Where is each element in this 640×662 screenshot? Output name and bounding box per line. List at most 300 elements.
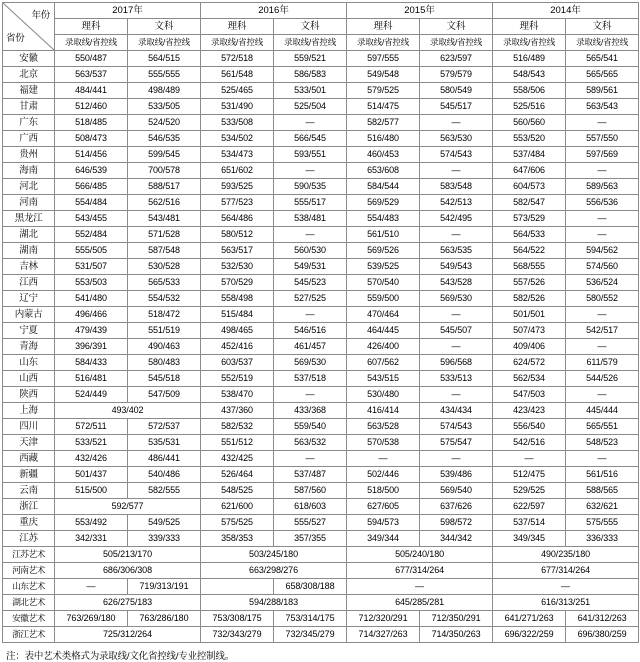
table-row: [3, 435, 639, 451]
cell-score: 501/501: [493, 307, 566, 323]
cell-score: 562/534: [493, 371, 566, 387]
cell-score: 558/506: [493, 83, 566, 99]
cell-score: 538/481: [274, 211, 347, 227]
year-header-2016: 2016年: [201, 3, 347, 19]
cell-score: 502/446: [347, 467, 420, 483]
cell-score: 570/538: [347, 435, 420, 451]
header-row-metric: [3, 35, 639, 51]
cell-score: 593/525: [201, 179, 274, 195]
cell-score: 531/507: [55, 259, 128, 275]
cell-score: 512/475: [493, 467, 566, 483]
corner-header-cell: [3, 3, 55, 51]
cell-score: 426/400: [347, 339, 420, 355]
row-province-label: 甘肃: [3, 99, 55, 115]
cell-score: 525/465: [201, 83, 274, 99]
cell-score: 525/516: [493, 99, 566, 115]
table-row: [3, 147, 639, 163]
cell-score: 763/269/180: [55, 611, 128, 627]
cell-score: 545/518: [128, 371, 201, 387]
cell-score: 725/312/264: [55, 627, 201, 643]
cell-score: 641/312/263: [566, 611, 639, 627]
row-province-label: 江苏: [3, 531, 55, 547]
metric-header-5: 录取线/省控线: [347, 35, 420, 51]
cell-score: 587/548: [128, 243, 201, 259]
table-row: [3, 227, 639, 243]
cell-score: 432/425: [201, 451, 274, 467]
cell-no-data: —: [420, 227, 493, 243]
metric-header-7: 录取线/省控线: [493, 35, 566, 51]
cell-no-data: —: [274, 387, 347, 403]
cell-score: 566/485: [55, 179, 128, 195]
cell-score: 540/486: [128, 467, 201, 483]
cell-score: 732/345/279: [274, 627, 347, 643]
cell-score: 542/517: [566, 323, 639, 339]
cell-score: 542/495: [420, 211, 493, 227]
cell-score: 549/543: [420, 259, 493, 275]
cell-score: 357/355: [274, 531, 347, 547]
metric-header-6: 录取线/省控线: [420, 35, 493, 51]
table-row: [3, 547, 639, 563]
table-row: [3, 419, 639, 435]
row-province-label: 陕西: [3, 387, 55, 403]
cell-no-data: —: [274, 163, 347, 179]
cell-score: 596/568: [420, 355, 493, 371]
cell-score: 396/391: [55, 339, 128, 355]
cell-score: 557/550: [566, 131, 639, 147]
row-province-label: 江苏艺术: [3, 547, 55, 563]
cell-no-data: —: [274, 115, 347, 131]
subject-header-2016-science: 理科: [201, 19, 274, 35]
cell-no-data: —: [566, 115, 639, 131]
cell-score: 344/342: [420, 531, 493, 547]
cell-no-data: —: [566, 307, 639, 323]
cell-score: 547/503: [493, 387, 566, 403]
cell-score: 584/433: [55, 355, 128, 371]
cell-score: 563/535: [420, 243, 493, 259]
table-row: [3, 563, 639, 579]
cell-no-data: —: [420, 115, 493, 131]
table-row: [3, 115, 639, 131]
cell-score: 569/530: [420, 291, 493, 307]
cell-score: 594/562: [566, 243, 639, 259]
cell-score: 645/285/281: [347, 595, 493, 611]
cell-score: 575/555: [566, 515, 639, 531]
cell-score: 647/606: [493, 163, 566, 179]
subject-header-2016-arts: 文科: [274, 19, 347, 35]
subject-header-2014-science: 理科: [493, 19, 566, 35]
cell-score: 653/608: [347, 163, 420, 179]
cell-score: 637/626: [420, 499, 493, 515]
cell-score: 530/528: [128, 259, 201, 275]
cell-score: 712/320/291: [347, 611, 420, 627]
cell-score: 563/517: [201, 243, 274, 259]
cell-score: 623/597: [420, 51, 493, 67]
cell-score: 663/298/276: [201, 563, 347, 579]
cell-score: 589/561: [566, 83, 639, 99]
cell-score: 563/530: [420, 131, 493, 147]
row-province-label: 天津: [3, 435, 55, 451]
cell-score: 551/519: [128, 323, 201, 339]
cell-no-data: —: [493, 579, 639, 595]
cell-score: 618/603: [274, 499, 347, 515]
table-row: [3, 515, 639, 531]
cell-score: 514/456: [55, 147, 128, 163]
cell-score: 543/515: [347, 371, 420, 387]
row-province-label: 福建: [3, 83, 55, 99]
cell-score: 569/526: [347, 243, 420, 259]
cell-score: 501/437: [55, 467, 128, 483]
cell-score: 432/426: [55, 451, 128, 467]
cell-score: 551/512: [201, 435, 274, 451]
row-province-label: 贵州: [3, 147, 55, 163]
cell-score: 597/569: [566, 147, 639, 163]
cell-score: 526/464: [201, 467, 274, 483]
cell-score: 582/547: [493, 195, 566, 211]
cell-score: 732/343/279: [201, 627, 274, 643]
cell-score: 621/600: [201, 499, 274, 515]
cell-score: 561/548: [201, 67, 274, 83]
row-province-label: 广东: [3, 115, 55, 131]
cell-no-data: —: [274, 227, 347, 243]
cell-score: 555/527: [274, 515, 347, 531]
cell-score: 545/523: [274, 275, 347, 291]
cell-score: 339/333: [128, 531, 201, 547]
cell-score: 437/360: [201, 403, 274, 419]
subject-header-2015-arts: 文科: [420, 19, 493, 35]
cell-score: 518/500: [347, 483, 420, 499]
cell-score: 611/579: [566, 355, 639, 371]
cell-score: 590/535: [274, 179, 347, 195]
table-row: [3, 67, 639, 83]
header-row-year: [3, 3, 639, 19]
cell-score: 753/314/175: [274, 611, 347, 627]
cell-score: 588/565: [566, 483, 639, 499]
cell-score: 498/489: [128, 83, 201, 99]
cell-score: 555/505: [55, 243, 128, 259]
cell-score: 490/463: [128, 339, 201, 355]
table-row: [3, 307, 639, 323]
cell-score: 559/521: [274, 51, 347, 67]
cell-score: 533/501: [274, 83, 347, 99]
cell-score: 543/455: [55, 211, 128, 227]
cell-score: 564/486: [201, 211, 274, 227]
cell-score: 416/414: [347, 403, 420, 419]
cell-score: 712/350/291: [420, 611, 493, 627]
cell-score: 593/551: [274, 147, 347, 163]
cell-score: 515/500: [55, 483, 128, 499]
cell-score: 582/555: [128, 483, 201, 499]
cell-no-data: —: [420, 451, 493, 467]
cell-score: 580/512: [201, 227, 274, 243]
cell-no-data: —: [274, 307, 347, 323]
cell-no-data: —: [493, 451, 566, 467]
cell-score: 508/473: [55, 131, 128, 147]
table-row: [3, 99, 639, 115]
cell-score: 550/487: [55, 51, 128, 67]
cell-score: 570/529: [201, 275, 274, 291]
cell-score: 604/573: [493, 179, 566, 195]
cell-score: 561/510: [347, 227, 420, 243]
row-province-label: 西藏: [3, 451, 55, 467]
cell-score: 564/533: [493, 227, 566, 243]
cell-no-data: —: [566, 387, 639, 403]
cell-score: 574/560: [566, 259, 639, 275]
cell-score: 546/535: [128, 131, 201, 147]
cell-score: 535/531: [128, 435, 201, 451]
row-province-label: 海南: [3, 163, 55, 179]
cell-score: 572/518: [201, 51, 274, 67]
row-province-label: 湖北艺术: [3, 595, 55, 611]
cell-score: 580/483: [128, 355, 201, 371]
cell-score: 423/423: [493, 403, 566, 419]
table-row: [3, 163, 639, 179]
cell-score: 524/520: [128, 115, 201, 131]
table-row: [3, 195, 639, 211]
table-row: [3, 403, 639, 419]
cell-score: 700/578: [128, 163, 201, 179]
cell-no-data: —: [420, 387, 493, 403]
row-province-label: 河北: [3, 179, 55, 195]
cell-score: 498/465: [201, 323, 274, 339]
cell-score: 586/583: [274, 67, 347, 83]
cell-score: 580/552: [566, 291, 639, 307]
cell-score: 518/472: [128, 307, 201, 323]
cell-score: 632/621: [566, 499, 639, 515]
cell-score: 549/548: [347, 67, 420, 83]
cell-score: 714/350/263: [420, 627, 493, 643]
table-row: [3, 627, 639, 643]
cell-score: 549/531: [274, 259, 347, 275]
cell-score: 714/327/263: [347, 627, 420, 643]
cell-score: 582/526: [493, 291, 566, 307]
table-row: [3, 339, 639, 355]
corner-year-label: 年份: [31, 10, 50, 21]
cell-score: 552/519: [201, 371, 274, 387]
cell-score: 719/313/191: [128, 579, 201, 595]
cell-score: 479/439: [55, 323, 128, 339]
cell-score: 582/532: [201, 419, 274, 435]
table-row: [3, 579, 639, 595]
table-row: [3, 387, 639, 403]
cell-score: 547/509: [128, 387, 201, 403]
cell-score: 624/572: [493, 355, 566, 371]
cell-score: 677/314/264: [493, 563, 639, 579]
cell-score: 534/473: [201, 147, 274, 163]
subject-header-2017-science: 理科: [55, 19, 128, 35]
cell-score: 515/484: [201, 307, 274, 323]
cell-score: 530/480: [347, 387, 420, 403]
cell-score: 537/514: [493, 515, 566, 531]
metric-header-2: 录取线/省控线: [128, 35, 201, 51]
cell-score: 524/449: [55, 387, 128, 403]
cell-score: 564/515: [128, 51, 201, 67]
cell-score: 565/541: [566, 51, 639, 67]
cell-score: 445/444: [566, 403, 639, 419]
cell-score: 573/529: [493, 211, 566, 227]
row-province-label: 青海: [3, 339, 55, 355]
table-row: [3, 275, 639, 291]
cell-score: 603/537: [201, 355, 274, 371]
table-body: [3, 51, 639, 643]
table-header: [3, 3, 639, 51]
row-province-label: 河南: [3, 195, 55, 211]
cell-score: 607/562: [347, 355, 420, 371]
cell-score: 553/492: [55, 515, 128, 531]
cell-score: 646/539: [55, 163, 128, 179]
row-province-label: 安徽: [3, 51, 55, 67]
table-row: [3, 611, 639, 627]
cell-score: 570/540: [347, 275, 420, 291]
header-row-subject: [3, 19, 639, 35]
cell-score: 566/545: [274, 131, 347, 147]
cell-score: 651/602: [201, 163, 274, 179]
table-row: [3, 131, 639, 147]
cell-score: 409/406: [493, 339, 566, 355]
cell-score: 505/240/180: [347, 547, 493, 563]
cell-score: 579/525: [347, 83, 420, 99]
cell-score: 555/555: [128, 67, 201, 83]
cell-score: 349/344: [347, 531, 420, 547]
cell-score: 554/484: [55, 195, 128, 211]
cell-no-data: —: [566, 163, 639, 179]
cell-score: 641/271/263: [493, 611, 566, 627]
cell-score: 503/245/180: [201, 547, 347, 563]
cell-score: 533/508: [201, 115, 274, 131]
cell-score: 569/529: [347, 195, 420, 211]
table-row: [3, 483, 639, 499]
cell-score: 572/511: [55, 419, 128, 435]
cell-score: 584/544: [347, 179, 420, 195]
cell-score: 587/560: [274, 483, 347, 499]
cell-score: 537/518: [274, 371, 347, 387]
cell-score: 433/368: [274, 403, 347, 419]
cell-score: 493/402: [55, 403, 201, 419]
metric-header-4: 录取线/省控线: [274, 35, 347, 51]
cell-score: 594/288/183: [201, 595, 347, 611]
cell-score: 597/555: [347, 51, 420, 67]
table-row: [3, 291, 639, 307]
table-row: [3, 179, 639, 195]
row-province-label: 吉林: [3, 259, 55, 275]
cell-no-data: —: [420, 339, 493, 355]
cell-no-data: —: [274, 451, 347, 467]
cell-score: 342/331: [55, 531, 128, 547]
row-province-label: 河南艺术: [3, 563, 55, 579]
row-province-label: 四川: [3, 419, 55, 435]
cell-score: 658/308/188: [274, 579, 347, 595]
table-row: [3, 323, 639, 339]
table-row: [3, 243, 639, 259]
cell-score: 546/516: [274, 323, 347, 339]
cell-score: 512/460: [55, 99, 128, 115]
cell-score: 626/275/183: [55, 595, 201, 611]
cell-score: 753/308/175: [201, 611, 274, 627]
cell-score: 516/480: [347, 131, 420, 147]
cell-score: 548/523: [566, 435, 639, 451]
cell-score: 336/333: [566, 531, 639, 547]
cell-score: 505/213/170: [55, 547, 201, 563]
cell-score: 571/528: [128, 227, 201, 243]
cell-score: 557/526: [493, 275, 566, 291]
cell-no-data: —: [566, 211, 639, 227]
cell-no-data: —: [55, 579, 128, 595]
cell-score: 560/560: [493, 115, 566, 131]
cell-score: 539/525: [347, 259, 420, 275]
cell-score: 579/579: [420, 67, 493, 83]
cell-score: 563/543: [566, 99, 639, 115]
cell-no-data: —: [566, 339, 639, 355]
cell-no-data: —: [347, 579, 493, 595]
cell-score: 533/505: [128, 99, 201, 115]
admission-score-table: [2, 2, 639, 643]
subject-header-2014-arts: 文科: [566, 19, 639, 35]
cell-score: 588/517: [128, 179, 201, 195]
cell-score: 554/532: [128, 291, 201, 307]
cell-score: 533/521: [55, 435, 128, 451]
cell-score: 686/306/308: [55, 563, 201, 579]
cell-score: 568/555: [493, 259, 566, 275]
table-row: [3, 595, 639, 611]
metric-header-3: 录取线/省控线: [201, 35, 274, 51]
row-province-label: 内蒙古: [3, 307, 55, 323]
table-row: [3, 451, 639, 467]
table-row: [3, 51, 639, 67]
subject-header-2017-arts: 文科: [128, 19, 201, 35]
metric-header-1: 录取线/省控线: [55, 35, 128, 51]
year-header-2017: 2017年: [55, 3, 201, 19]
cell-score: 544/526: [566, 371, 639, 387]
cell-score: 569/530: [274, 355, 347, 371]
row-province-label: 宁夏: [3, 323, 55, 339]
cell-score: 592/577: [55, 499, 201, 515]
cell-score: 565/551: [566, 419, 639, 435]
row-province-label: 广西: [3, 131, 55, 147]
cell-score: 518/485: [55, 115, 128, 131]
cell-score: 434/434: [420, 403, 493, 419]
cell-score: 532/530: [201, 259, 274, 275]
cell-score: 763/286/180: [128, 611, 201, 627]
cell-score: 594/573: [347, 515, 420, 531]
cell-score: 574/543: [420, 419, 493, 435]
row-province-label: 山东: [3, 355, 55, 371]
table-row: [3, 467, 639, 483]
table-row: [3, 355, 639, 371]
cell-score: 461/457: [274, 339, 347, 355]
row-province-label: 山东艺术: [3, 579, 55, 595]
row-province-label: 北京: [3, 67, 55, 83]
cell-score: 563/537: [55, 67, 128, 83]
cell-score: 564/522: [493, 243, 566, 259]
cell-score: 560/530: [274, 243, 347, 259]
cell-score: 555/517: [274, 195, 347, 211]
cell-score: 577/523: [201, 195, 274, 211]
cell-score: 575/525: [201, 515, 274, 531]
cell-score: 627/605: [347, 499, 420, 515]
metric-header-8: 录取线/省控线: [566, 35, 639, 51]
cell-score: 496/466: [55, 307, 128, 323]
cell-score: 516/489: [493, 51, 566, 67]
cell-score: 460/453: [347, 147, 420, 163]
table-row: [3, 371, 639, 387]
subject-header-2015-science: 理科: [347, 19, 420, 35]
cell-score: 516/481: [55, 371, 128, 387]
table-row: [3, 499, 639, 515]
cell-no-data: —: [566, 227, 639, 243]
cell-score: 538/470: [201, 387, 274, 403]
row-province-label: 浙江艺术: [3, 627, 55, 643]
cell-score: 548/525: [201, 483, 274, 499]
row-province-label: 黑龙江: [3, 211, 55, 227]
